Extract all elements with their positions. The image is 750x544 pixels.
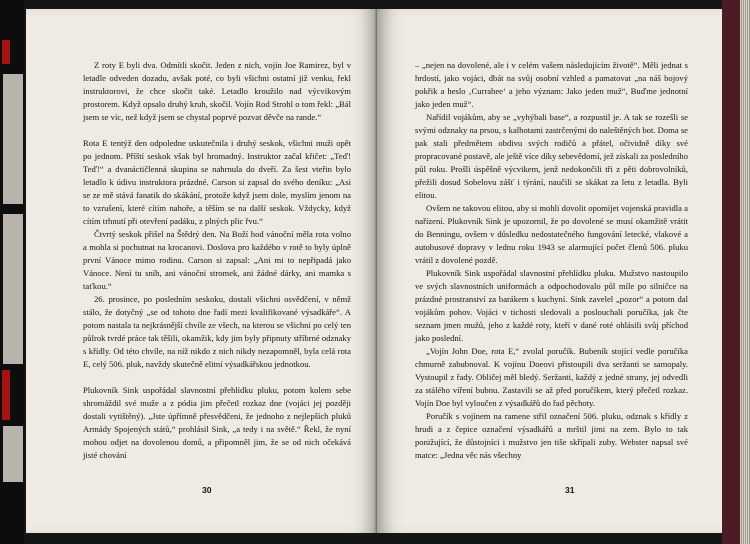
page-edges [740, 0, 750, 544]
paragraph: „Vojín John Doe, rota E,“ zvolal poručík. Bubeník stojící vedle poručíka chmurně zabubnoval. K vojínu Doeovi přistoupili dva seržanti se samopaly. Vystoupil z řady. Obličej měl bledý. Seržanti, každý z jedné strany, jej odvedli za stálého víření bubnu. Zastavili se až před poručíkem, který přečetl rozkaz. Vojín Doe byl vyloučen z výsadkářů do řad pěchoty. [415, 346, 688, 408]
book-cover-edge [722, 0, 750, 544]
left-page-text [83, 59, 351, 462]
paragraph: Z roty E byli dva. Odmítli skočit. Jeden z nich, vojín Joe Ramirez, byl v letadle odveden dozadu, avšak poté, co byli všichni ostatní již venku, řekl instruktorovi, že chce skočit také. Letadlo kroužilo nad výcvikovým prostorem. Když opsalo druhý kruh, skočil. Vojín Rod Strohl o tom řekl: „Bál jsem se víc, než když jsem se chystal poprvé pozvat děvče na rande.“ [83, 60, 351, 122]
paragraph: 26. prosince, po posledním seskoku, dostali všichni osvědčení, v němž stálo, že dotyčný „se od tohoto dne řadí mezi kvalifikované výsadkáře“. A potom nastala ta nejkrásnější chvíle ze všech, na kterou se všichni po celý ten půlrok tvrdé práce tak těšili, okamžik, kdy jim byly připnuty stříbrné odznaky s křídly. Od této chvíle, na níž nikdo z nich nikdy nezapomněl, byla celá rota E, celý 506. pluk, navždy skutečně elitní výsadkářskou jednotkou. [83, 294, 351, 369]
paragraph: Čtvrtý seskok přišel na Štědrý den. Na Boží hod vánoční měla rota volno a mohla si pochutnat na krocanovi. Doslova pro každého v rotě to byly úplně první Vánoce mimo rodinu. Carson si zapsal: „Ani mi to nepřipadá jako Vánoce. Není tu sníh, ani vánoční stromek, ani žádné dárky, ani mamka s taťkou.“ [83, 229, 351, 291]
paragraph: Plukovník Sink uspořádal slavnostní přehlídku pluku. Mužstvo nastoupilo ve svých slavnostních uniformách a odpochodovalo půl míle po silničce na prázdné prostranství za barákem s kuchyní. Sink zavelel „pozor“ a potom dal vojákům pohov. Vojáci v tichosti sledovali a poslouchali poručíka, jak čte seznam jmen mužů, jeho z každé roty, kteří v dané roté ohlásili svůj příchod jako poslední. [415, 268, 688, 343]
page-number: 31 [565, 485, 575, 495]
adjacent-book-spine [0, 0, 24, 544]
right-page-text [415, 59, 688, 462]
paragraph: Plukovník Sink uspořádal slavnostní přehlídku pluku, potom kolem sebe shromáždil své muže a z pódia jim přečetl rozkaz dne (vojáci jej později dostali vytištěný). „Jste úpřímně přesvědčeni, že jednoho z nejlepších pluků Armády Spojených států,“ prohlásil Sink, „a tedy i na světě.“ Řekl, že nyní mohou odjet na dovolenou domů, a připomněl jim, že se od nich očekává jisté chování [83, 385, 351, 460]
left-page [26, 9, 377, 533]
paragraph: Rota E tentýž den odpoledne uskutečnila i druhý seskok, všichni muži opět po jednom. Příští seskok však byl hromadný. Instruktor začal křičet: „Teď! Teď!“ a dvanáctičlenná skupina se nahrnula do dveří. Za šest vteřin bylo letadlo k údivu instruktora prázdné. Carson si zapsal do svého deníku: „Asi se ze mě stává fanatik do skákání, protože když jsem dole, myslím jenom na to vzrušení, které cítím nahoře, a těším se na další seskok. Vždycky, když cítím trhnutí při otevření padáku, z plných plic řvu.“ [83, 138, 351, 226]
page-number: 30 [202, 485, 212, 495]
paragraph: Ovšem ne takovou elitou, aby si mohli dovolit opomíjet vojenská pravidla a nařízení. Plukovník Sink je upozornil, že po dovolené se musí okamžitě vrátit do Benningu, ovšem v důsledku nedostatečného fungování letecké, vlakové a autobusové dopravy v lednu roku 1943 se alarmující počet členů 506. pluku vrátil z dovolené pozdě. [415, 203, 688, 265]
paragraph: – „nejen na dovolené, ale i v celém vašem následujícím životě“. Měli jednat s hrdostí, jako vojáci, dbát na svůj osobní vzhled a pamatovat „na náš bojový pokřik a heslo ‚Currahee‘ a jeho význam: Jako jeden muž“, Buďme jednotní jako jeden muž“. [415, 60, 688, 109]
right-page [377, 9, 722, 533]
paragraph: Nařídil vojákům, aby se „vyhýbali base“, a rozpustil je. A tak se rozešli se svými odznaky na prsou, s kalhotami zastrčenými do naleštěných bot. Doma se pak stali předmětem obdivu svých rodičů a přátel, očividně díky své propracované postavě, ale ještě více díky sebevědomí, jež získali za posledního půl roku. Prošli úspěšně výcvikem, jenž nedokončili tři z pěti dobrovolníků, přežili dosud Sobelovu zášť i týrání, naučili se skákat za letu z letadla. Byli elitou. [415, 112, 688, 200]
paragraph: Poručík s vojínem na ramene střil označení 506. pluku, odznak s křídly z hrudi a z čepice označení výsadkářů a mrštil jimi na zem. Bylo to tak ponižující, že důstojníci i mužstvo jen tiše skřípali zuby. Webster napsal své matce: „Jedna věc nás všechny [415, 411, 688, 460]
